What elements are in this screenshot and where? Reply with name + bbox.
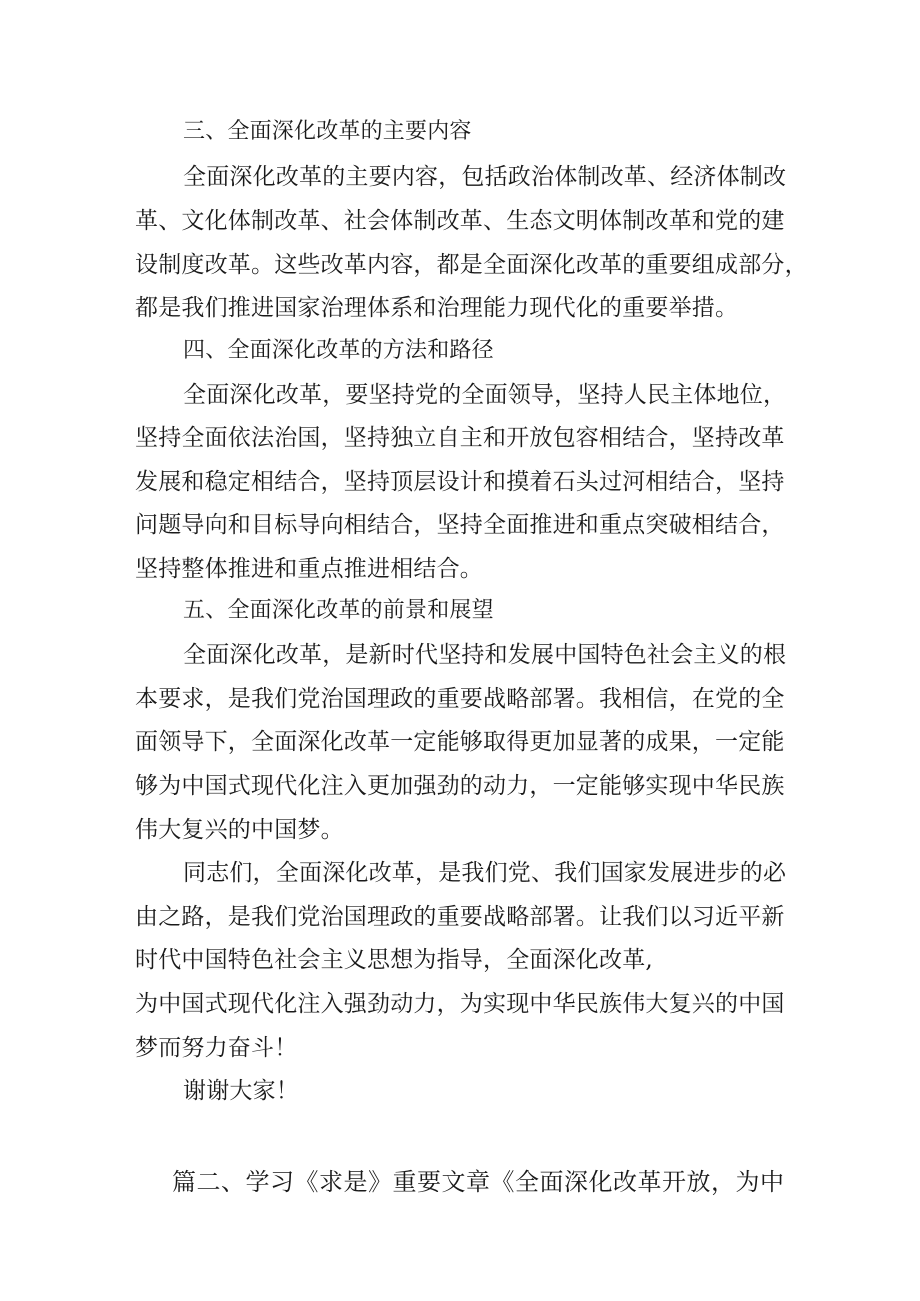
section-4-line-4: 问题导向和目标导向相结合，坚持全面推进和重点突破相结合， xyxy=(135,512,785,538)
section-4-line-2: 坚持全面依法治国，坚持独立自主和开放包容相结合，坚持改革 xyxy=(135,425,785,451)
closing-line-2: 由之路，是我们党治国理政的重要战略部署。让我们以习近平新 xyxy=(135,904,785,930)
section-4-heading: 四、全面深化改革的方法和路径 xyxy=(183,338,494,363)
section-5-line-4: 够为中国式现代化注入更加强劲的动力，一定能够实现中华民族 xyxy=(135,773,785,799)
section-5-line-3: 面领导下，全面深化改革一定能够取得更加显著的成果，一定能 xyxy=(135,729,785,755)
section-5-line-5: 伟大复兴的中国梦。 xyxy=(135,817,344,843)
section-4-line-1: 全面深化改革，要坚持党的全面领导，坚持人民主体地位， xyxy=(183,382,787,408)
section-3-line-2: 革、文化体制改革、社会体制改革、生态文明体制改革和党的建 xyxy=(135,208,785,234)
closing-line-4: 为中国式现代化注入强劲动力，为实现中华民族伟大复兴的中国 xyxy=(135,991,785,1017)
section-3-line-1: 全面深化改革的主要内容，包括政治体制改革、经济体制改 xyxy=(183,164,787,190)
closing-line-3: 时代中国特色社会主义思想为指导，全面深化改革, xyxy=(135,947,653,973)
next-article-title: 篇二、学习《求是》重要文章《全面深化改革开放，为中 xyxy=(172,1168,785,1196)
section-4-line-5: 坚持整体推进和重点推进相结合。 xyxy=(135,556,483,582)
closing-thanks: 谢谢大家！ xyxy=(183,1078,299,1104)
section-5-heading: 五、全面深化改革的前景和展望 xyxy=(183,598,494,623)
section-3-heading: 三、全面深化改革的主要内容 xyxy=(183,119,472,144)
closing-line-1: 同志们，全面深化改革，是我们党、我们国家发展进步的必 xyxy=(183,860,787,886)
section-5-line-1: 全面深化改革，是新时代坚持和发展中国特色社会主义的根 xyxy=(183,642,787,668)
section-4-line-3: 发展和稳定相结合，坚持顶层设计和摸着石头过河相结合，坚持 xyxy=(135,469,785,495)
closing-line-5: 梦而努力奋斗！ xyxy=(135,1035,298,1061)
section-3-line-3: 设制度改革。这些改革内容，都是全面深化改革的重要组成部分， xyxy=(135,252,808,278)
section-5-line-2: 本要求，是我们党治国理政的重要战略部署。我相信，在党的全 xyxy=(135,686,785,712)
section-3-line-4: 都是我们推进国家治理体系和治理能力现代化的重要举措。 xyxy=(135,295,739,321)
